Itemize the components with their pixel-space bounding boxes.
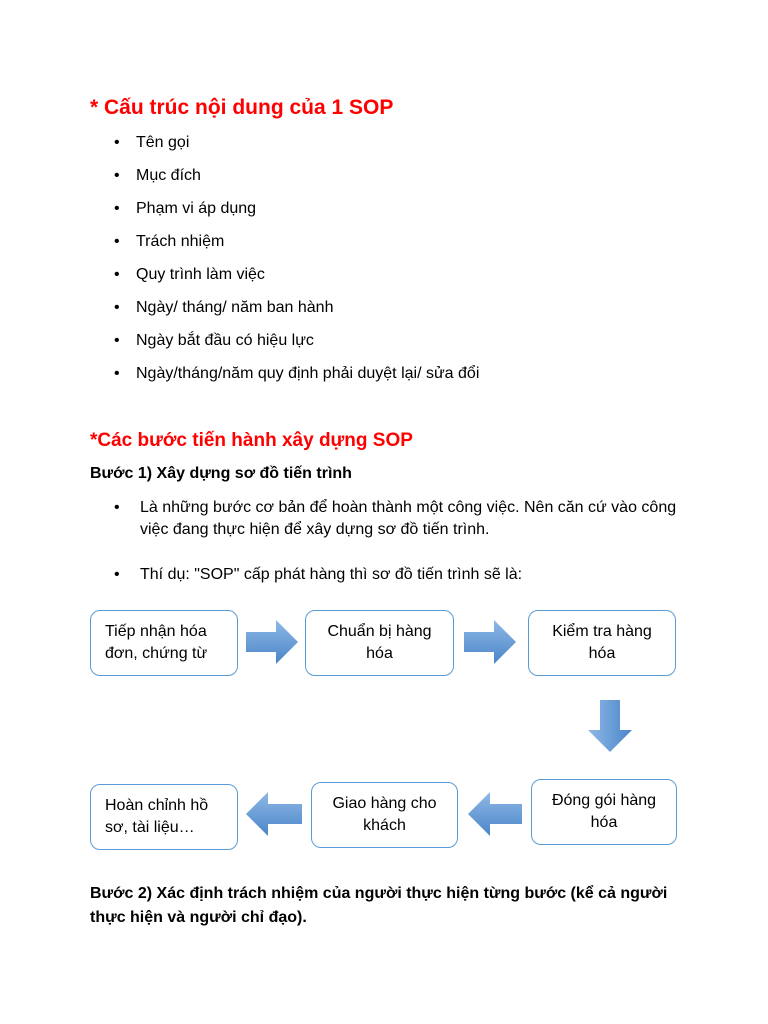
section-title-sop-steps: *Các bước tiến hành xây dựng SOP xyxy=(90,430,413,451)
list-item: • Ngày/tháng/năm quy định phải duyệt lại/ sửa đổi xyxy=(90,361,479,394)
arrow-down-icon xyxy=(588,700,632,752)
flow-step-label: Chuẩn bị hàng hóa xyxy=(327,623,432,662)
flow-step-label: Kiểm tra hàng hóa xyxy=(552,623,652,662)
flow-step-label: Hoàn chỉnh hồ sơ, tài liệu… xyxy=(105,797,209,836)
list-item: • Trách nhiệm xyxy=(90,229,479,262)
section-title-sop-structure: * Cấu trúc nội dung của 1 SOP xyxy=(90,96,394,119)
arrow-right-icon xyxy=(246,620,298,664)
bullet-icon: • xyxy=(114,566,120,583)
list-item: • Ngày/ tháng/ năm ban hành xyxy=(90,295,479,328)
arrow-right-icon xyxy=(464,620,516,664)
example-paragraph xyxy=(114,564,680,586)
flow-step-label: Giao hàng cho khách xyxy=(332,795,437,834)
flow-step-pack-goods xyxy=(531,779,677,845)
flow-step-prepare-goods xyxy=(305,610,454,676)
step1-heading: Bước 1) Xây dựng sơ đồ tiến trình xyxy=(90,465,352,482)
list-item: • Tên gọi xyxy=(90,130,479,163)
arrow-left-icon xyxy=(468,792,522,836)
list-item: • Ngày bắt đầu có hiệu lực xyxy=(90,328,479,361)
arrow-left-icon xyxy=(246,792,302,836)
flow-step-complete-docs xyxy=(90,784,238,850)
list-item: • Phạm vi áp dụng xyxy=(90,196,479,229)
sop-structure-list xyxy=(90,130,479,394)
list-item: • Quy trình làm việc xyxy=(90,262,479,295)
flow-step-check-goods xyxy=(528,610,676,676)
list-item: • Mục đích xyxy=(90,163,479,196)
step1-paragraph xyxy=(114,497,680,541)
bullet-icon: • xyxy=(114,499,120,516)
flow-step-label: Tiếp nhận hóa đơn, chứng từ xyxy=(105,623,208,662)
flow-step-label: Đóng gói hàng hóa xyxy=(551,792,657,831)
step2-heading: Bước 2) Xác định trách nhiệm của người thực hiện từng bước (kể cả người thực hiện và người chỉ đạo). xyxy=(90,885,668,926)
step1-paragraph-text: Là những bước cơ bản để hoàn thành một công việc. Nên căn cứ vào công việc đang thực hiện để xây dựng sơ đồ tiến trình. xyxy=(140,499,677,538)
flow-step-deliver xyxy=(311,782,458,848)
flow-step-receive-invoice xyxy=(90,610,238,676)
example-paragraph-text: Thí dụ: "SOP" cấp phát hàng thì sơ đồ tiến trình sẽ là: xyxy=(140,566,523,583)
